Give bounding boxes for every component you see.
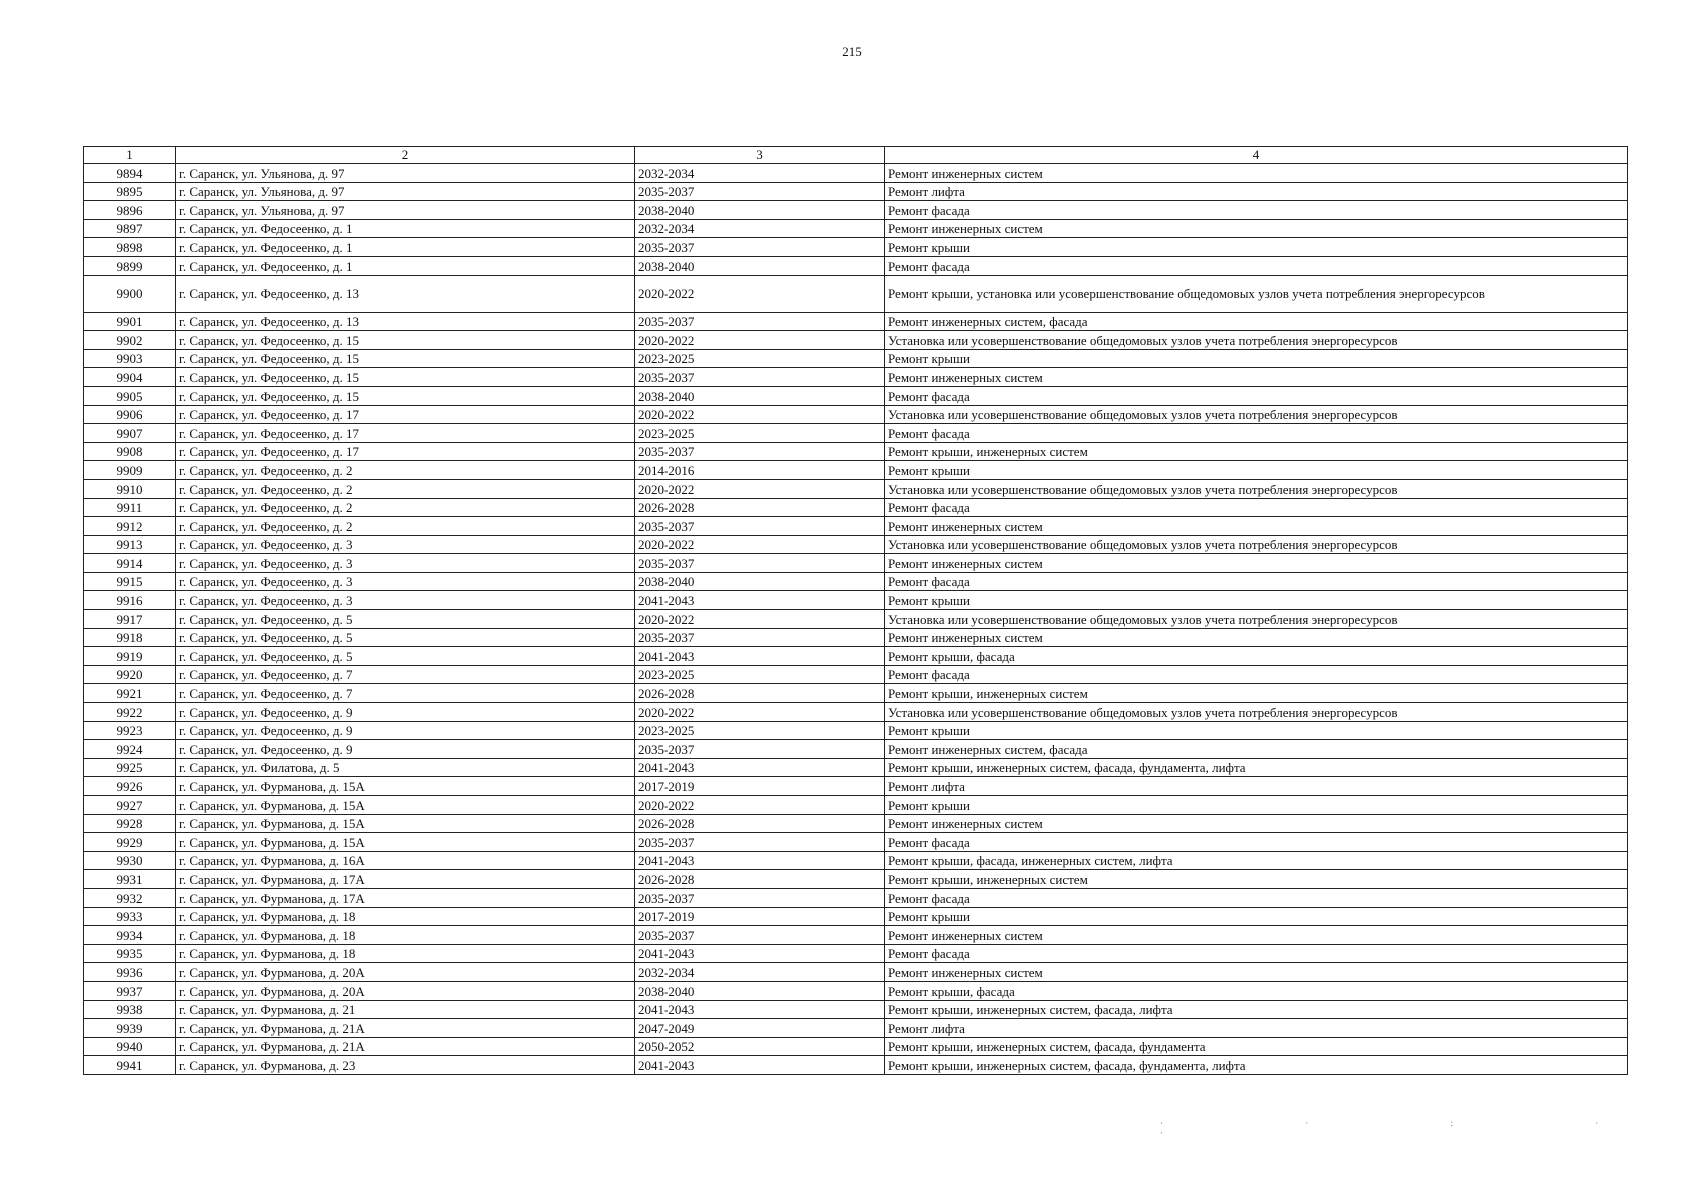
address-cell: г. Саранск, ул. Федосеенко, д. 15 — [176, 331, 635, 350]
table-row — [84, 851, 1628, 870]
address-cell: г. Саранск, ул. Федосеенко, д. 2 — [176, 461, 635, 480]
work-type-cell: Установка или усовершенствование общедомовых узлов учета потребления энергоресурсов — [885, 703, 1628, 722]
address-cell: г. Саранск, ул. Фурманова, д. 20А — [176, 981, 635, 1000]
work-type-cell: Ремонт фасада — [885, 498, 1628, 517]
row-number-cell: 9938 — [84, 1000, 176, 1019]
period-cell: 2023-2025 — [635, 424, 885, 443]
work-type-cell: Ремонт инженерных систем — [885, 164, 1628, 183]
period-cell: 2038-2040 — [635, 981, 885, 1000]
table-row — [84, 349, 1628, 368]
period-cell: 2020-2022 — [635, 703, 885, 722]
period-cell: 2023-2025 — [635, 665, 885, 684]
period-cell: 2035-2037 — [635, 368, 885, 387]
work-type-cell: Ремонт крыши, фасада, инженерных систем, лифта — [885, 851, 1628, 870]
work-type-cell: Ремонт инженерных систем, фасада — [885, 740, 1628, 759]
row-number-cell: 9900 — [84, 275, 176, 312]
address-cell: г. Саранск, ул. Фурманова, д. 18 — [176, 944, 635, 963]
period-cell: 2038-2040 — [635, 386, 885, 405]
period-cell: 2020-2022 — [635, 405, 885, 424]
table-row — [84, 814, 1628, 833]
table-row — [84, 331, 1628, 350]
table-row — [84, 944, 1628, 963]
row-number-cell: 9904 — [84, 368, 176, 387]
period-cell: 2038-2040 — [635, 201, 885, 220]
period-cell: 2020-2022 — [635, 479, 885, 498]
work-type-cell: Ремонт крыши — [885, 907, 1628, 926]
address-cell: г. Саранск, ул. Федосеенко, д. 3 — [176, 554, 635, 573]
table-row — [84, 386, 1628, 405]
address-cell: г. Саранск, ул. Федосеенко, д. 1 — [176, 238, 635, 257]
row-number-cell: 9932 — [84, 888, 176, 907]
table-row — [84, 926, 1628, 945]
address-cell: г. Саранск, ул. Федосеенко, д. 9 — [176, 740, 635, 759]
work-type-cell: Ремонт крыши — [885, 721, 1628, 740]
period-cell: 2026-2028 — [635, 498, 885, 517]
address-cell: г. Саранск, ул. Федосеенко, д. 15 — [176, 386, 635, 405]
work-type-cell: Ремонт инженерных систем — [885, 926, 1628, 945]
work-type-cell: Ремонт крыши, инженерных систем, фасада, фундамента, лифта — [885, 1056, 1628, 1075]
work-type-cell: Ремонт инженерных систем — [885, 219, 1628, 238]
table-row — [84, 1056, 1628, 1075]
table-row — [84, 684, 1628, 703]
period-cell: 2023-2025 — [635, 721, 885, 740]
table-row — [84, 405, 1628, 424]
row-number-cell: 9903 — [84, 349, 176, 368]
row-number-cell: 9921 — [84, 684, 176, 703]
address-cell: г. Саранск, ул. Фурманова, д. 16А — [176, 851, 635, 870]
table-row — [84, 535, 1628, 554]
address-cell: г. Саранск, ул. Федосеенко, д. 5 — [176, 610, 635, 629]
row-number-cell: 9919 — [84, 647, 176, 666]
address-cell: г. Саранск, ул. Федосеенко, д. 13 — [176, 275, 635, 312]
row-number-cell: 9906 — [84, 405, 176, 424]
address-cell: г. Саранск, ул. Фурманова, д. 21А — [176, 1037, 635, 1056]
address-cell: г. Саранск, ул. Фурманова, д. 23 — [176, 1056, 635, 1075]
address-cell: г. Саранск, ул. Федосеенко, д. 5 — [176, 647, 635, 666]
address-cell: г. Саранск, ул. Федосеенко, д. 9 — [176, 703, 635, 722]
row-number-cell: 9916 — [84, 591, 176, 610]
row-number-cell: 9925 — [84, 758, 176, 777]
period-cell: 2041-2043 — [635, 647, 885, 666]
period-cell: 2020-2022 — [635, 331, 885, 350]
work-type-cell: Ремонт крыши — [885, 591, 1628, 610]
work-type-cell: Установка или усовершенствование общедомовых узлов учета потребления энергоресурсов — [885, 405, 1628, 424]
period-cell: 2020-2022 — [635, 610, 885, 629]
address-cell: г. Саранск, ул. Фурманова, д. 20А — [176, 963, 635, 982]
table-row — [84, 256, 1628, 275]
work-type-cell: Ремонт инженерных систем, фасада — [885, 312, 1628, 331]
work-type-cell: Ремонт фасада — [885, 833, 1628, 852]
address-cell: г. Саранск, ул. Филатова, д. 5 — [176, 758, 635, 777]
period-cell: 2035-2037 — [635, 926, 885, 945]
table-row — [84, 981, 1628, 1000]
row-number-cell: 9934 — [84, 926, 176, 945]
address-cell: г. Саранск, ул. Фурманова, д. 17А — [176, 888, 635, 907]
row-number-cell: 9918 — [84, 628, 176, 647]
table-row — [84, 870, 1628, 889]
table-row — [84, 740, 1628, 759]
row-number-cell: 9936 — [84, 963, 176, 982]
work-type-cell: Установка или усовершенствование общедомовых узлов учета потребления энергоресурсов — [885, 535, 1628, 554]
work-type-cell: Ремонт крыши — [885, 796, 1628, 815]
table-row — [84, 424, 1628, 443]
table-row — [84, 201, 1628, 220]
column-header-address: 2 — [176, 147, 635, 164]
row-number-cell: 9941 — [84, 1056, 176, 1075]
period-cell: 2014-2016 — [635, 461, 885, 480]
period-cell: 2035-2037 — [635, 182, 885, 201]
scan-specks: · · : · · — [1160, 1118, 1669, 1138]
table-row — [84, 461, 1628, 480]
period-cell: 2035-2037 — [635, 833, 885, 852]
row-number-cell: 9896 — [84, 201, 176, 220]
row-number-cell: 9902 — [84, 331, 176, 350]
period-cell: 2047-2049 — [635, 1019, 885, 1038]
row-number-cell: 9926 — [84, 777, 176, 796]
row-number-cell: 9924 — [84, 740, 176, 759]
row-number-cell: 9939 — [84, 1019, 176, 1038]
table-row — [84, 777, 1628, 796]
table-row — [84, 554, 1628, 573]
period-cell: 2038-2040 — [635, 256, 885, 275]
period-cell: 2035-2037 — [635, 554, 885, 573]
period-cell: 2020-2022 — [635, 535, 885, 554]
row-number-cell: 9931 — [84, 870, 176, 889]
table-row — [84, 572, 1628, 591]
column-header-number: 1 — [84, 147, 176, 164]
address-cell: г. Саранск, ул. Фурманова, д. 15А — [176, 777, 635, 796]
work-type-cell: Ремонт фасада — [885, 944, 1628, 963]
table-row — [84, 312, 1628, 331]
work-type-cell: Ремонт крыши, инженерных систем, фасада, фундамента — [885, 1037, 1628, 1056]
address-cell: г. Саранск, ул. Фурманова, д. 15А — [176, 814, 635, 833]
address-cell: г. Саранск, ул. Федосеенко, д. 7 — [176, 684, 635, 703]
row-number-cell: 9899 — [84, 256, 176, 275]
table-row — [84, 1000, 1628, 1019]
period-cell: 2026-2028 — [635, 814, 885, 833]
period-cell: 2026-2028 — [635, 684, 885, 703]
table-row — [84, 758, 1628, 777]
period-cell: 2041-2043 — [635, 851, 885, 870]
address-cell: г. Саранск, ул. Фурманова, д. 21 — [176, 1000, 635, 1019]
address-cell: г. Саранск, ул. Федосеенко, д. 1 — [176, 219, 635, 238]
column-header-work: 4 — [885, 147, 1628, 164]
period-cell: 2035-2037 — [635, 517, 885, 536]
row-number-cell: 9920 — [84, 665, 176, 684]
work-type-cell: Установка или усовершенствование общедомовых узлов учета потребления энергоресурсов — [885, 610, 1628, 629]
work-type-cell: Ремонт крыши, инженерных систем, фасада, фундамента, лифта — [885, 758, 1628, 777]
table-row — [84, 907, 1628, 926]
table-row — [84, 368, 1628, 387]
address-cell: г. Саранск, ул. Федосеенко, д. 7 — [176, 665, 635, 684]
row-number-cell: 9912 — [84, 517, 176, 536]
table-row — [84, 219, 1628, 238]
work-type-cell: Ремонт инженерных систем — [885, 368, 1628, 387]
row-number-cell: 9929 — [84, 833, 176, 852]
row-number-cell: 9923 — [84, 721, 176, 740]
period-cell: 2035-2037 — [635, 312, 885, 331]
period-cell: 2041-2043 — [635, 591, 885, 610]
row-number-cell: 9909 — [84, 461, 176, 480]
table-row — [84, 628, 1628, 647]
work-type-cell: Ремонт лифта — [885, 777, 1628, 796]
work-type-cell: Установка или усовершенствование общедомовых узлов учета потребления энергоресурсов — [885, 331, 1628, 350]
row-number-cell: 9927 — [84, 796, 176, 815]
period-cell: 2023-2025 — [635, 349, 885, 368]
address-cell: г. Саранск, ул. Федосеенко, д. 3 — [176, 591, 635, 610]
work-type-cell: Ремонт крыши, инженерных систем — [885, 684, 1628, 703]
work-type-cell: Ремонт крыши — [885, 349, 1628, 368]
row-number-cell: 9908 — [84, 442, 176, 461]
address-cell: г. Саранск, ул. Федосеенко, д. 15 — [176, 349, 635, 368]
row-number-cell: 9917 — [84, 610, 176, 629]
period-cell: 2041-2043 — [635, 1000, 885, 1019]
address-cell: г. Саранск, ул. Федосеенко, д. 2 — [176, 498, 635, 517]
period-cell: 2050-2052 — [635, 1037, 885, 1056]
work-type-cell: Ремонт крыши, инженерных систем — [885, 870, 1628, 889]
period-cell: 2032-2034 — [635, 963, 885, 982]
address-cell: г. Саранск, ул. Федосеенко, д. 15 — [176, 368, 635, 387]
address-cell: г. Саранск, ул. Фурманова, д. 18 — [176, 926, 635, 945]
address-cell: г. Саранск, ул. Федосеенко, д. 3 — [176, 572, 635, 591]
work-type-cell: Ремонт фасада — [885, 424, 1628, 443]
table-row — [84, 591, 1628, 610]
table-row — [84, 833, 1628, 852]
period-cell: 2032-2034 — [635, 164, 885, 183]
table-row — [84, 703, 1628, 722]
table-row — [84, 275, 1628, 312]
address-cell: г. Саранск, ул. Федосеенко, д. 3 — [176, 535, 635, 554]
work-type-cell: Ремонт фасада — [885, 386, 1628, 405]
row-number-cell: 9910 — [84, 479, 176, 498]
work-type-cell: Ремонт лифта — [885, 1019, 1628, 1038]
table-row — [84, 498, 1628, 517]
table-row — [84, 796, 1628, 815]
row-number-cell: 9894 — [84, 164, 176, 183]
row-number-cell: 9907 — [84, 424, 176, 443]
work-type-cell: Ремонт крыши, инженерных систем — [885, 442, 1628, 461]
row-number-cell: 9905 — [84, 386, 176, 405]
address-cell: г. Саранск, ул. Федосеенко, д. 1 — [176, 256, 635, 275]
address-cell: г. Саранск, ул. Ульянова, д. 97 — [176, 182, 635, 201]
table-row — [84, 517, 1628, 536]
address-cell: г. Саранск, ул. Федосеенко, д. 2 — [176, 479, 635, 498]
work-type-cell: Ремонт фасада — [885, 665, 1628, 684]
address-cell: г. Саранск, ул. Фурманова, д. 21А — [176, 1019, 635, 1038]
work-type-cell: Ремонт крыши, инженерных систем, фасада, лифта — [885, 1000, 1628, 1019]
table-row — [84, 182, 1628, 201]
table-row — [84, 1037, 1628, 1056]
row-number-cell: 9935 — [84, 944, 176, 963]
work-type-cell: Ремонт инженерных систем — [885, 814, 1628, 833]
period-cell: 2017-2019 — [635, 907, 885, 926]
row-number-cell: 9901 — [84, 312, 176, 331]
work-type-cell: Ремонт инженерных систем — [885, 963, 1628, 982]
period-cell: 2020-2022 — [635, 796, 885, 815]
work-type-cell: Ремонт крыши, фасада — [885, 981, 1628, 1000]
table-row — [84, 479, 1628, 498]
work-type-cell: Ремонт фасада — [885, 256, 1628, 275]
address-cell: г. Саранск, ул. Фурманова, д. 17А — [176, 870, 635, 889]
period-cell: 2017-2019 — [635, 777, 885, 796]
row-number-cell: 9928 — [84, 814, 176, 833]
row-number-cell: 9922 — [84, 703, 176, 722]
table-body — [84, 164, 1628, 1075]
work-type-cell: Ремонт инженерных систем — [885, 517, 1628, 536]
row-number-cell: 9930 — [84, 851, 176, 870]
address-cell: г. Саранск, ул. Федосеенко, д. 9 — [176, 721, 635, 740]
table-row — [84, 1019, 1628, 1038]
address-cell: г. Саранск, ул. Федосеенко, д. 5 — [176, 628, 635, 647]
period-cell: 2035-2037 — [635, 238, 885, 257]
period-cell: 2041-2043 — [635, 944, 885, 963]
work-type-cell: Ремонт крыши — [885, 238, 1628, 257]
table-row — [84, 721, 1628, 740]
address-cell: г. Саранск, ул. Фурманова, д. 15А — [176, 796, 635, 815]
table-row — [84, 238, 1628, 257]
repair-schedule-table — [83, 146, 1628, 1075]
column-header-period: 3 — [635, 147, 885, 164]
table-header-row — [84, 147, 1628, 164]
row-number-cell: 9940 — [84, 1037, 176, 1056]
table-row — [84, 647, 1628, 666]
row-number-cell: 9897 — [84, 219, 176, 238]
period-cell: 2041-2043 — [635, 1056, 885, 1075]
page-number: 215 — [842, 44, 862, 59]
row-number-cell: 9898 — [84, 238, 176, 257]
period-cell: 2020-2022 — [635, 275, 885, 312]
address-cell: г. Саранск, ул. Федосеенко, д. 2 — [176, 517, 635, 536]
period-cell: 2041-2043 — [635, 758, 885, 777]
address-cell: г. Саранск, ул. Федосеенко, д. 17 — [176, 405, 635, 424]
table-row — [84, 442, 1628, 461]
period-cell: 2035-2037 — [635, 740, 885, 759]
period-cell: 2035-2037 — [635, 888, 885, 907]
address-cell: г. Саранск, ул. Федосеенко, д. 17 — [176, 424, 635, 443]
row-number-cell: 9895 — [84, 182, 176, 201]
table-row — [84, 164, 1628, 183]
period-cell: 2035-2037 — [635, 628, 885, 647]
period-cell: 2038-2040 — [635, 572, 885, 591]
work-type-cell: Ремонт инженерных систем — [885, 554, 1628, 573]
table-row — [84, 610, 1628, 629]
table-row — [84, 665, 1628, 684]
work-type-cell: Ремонт крыши, установка или усовершенствование общедомовых узлов учета потребления энергоресурсов — [885, 275, 1628, 312]
work-type-cell: Установка или усовершенствование общедомовых узлов учета потребления энергоресурсов — [885, 479, 1628, 498]
table-row — [84, 963, 1628, 982]
address-cell: г. Саранск, ул. Фурманова, д. 15А — [176, 833, 635, 852]
work-type-cell: Ремонт инженерных систем — [885, 628, 1628, 647]
address-cell: г. Саранск, ул. Ульянова, д. 97 — [176, 164, 635, 183]
work-type-cell: Ремонт фасада — [885, 201, 1628, 220]
row-number-cell: 9933 — [84, 907, 176, 926]
period-cell: 2032-2034 — [635, 219, 885, 238]
address-cell: г. Саранск, ул. Федосеенко, д. 17 — [176, 442, 635, 461]
row-number-cell: 9913 — [84, 535, 176, 554]
period-cell: 2026-2028 — [635, 870, 885, 889]
address-cell: г. Саранск, ул. Федосеенко, д. 13 — [176, 312, 635, 331]
address-cell: г. Саранск, ул. Фурманова, д. 18 — [176, 907, 635, 926]
row-number-cell: 9915 — [84, 572, 176, 591]
table-row — [84, 888, 1628, 907]
address-cell: г. Саранск, ул. Ульянова, д. 97 — [176, 201, 635, 220]
work-type-cell: Ремонт фасада — [885, 572, 1628, 591]
work-type-cell: Ремонт крыши, фасада — [885, 647, 1628, 666]
period-cell: 2035-2037 — [635, 442, 885, 461]
row-number-cell: 9911 — [84, 498, 176, 517]
row-number-cell: 9937 — [84, 981, 176, 1000]
work-type-cell: Ремонт крыши — [885, 461, 1628, 480]
work-type-cell: Ремонт фасада — [885, 888, 1628, 907]
work-type-cell: Ремонт лифта — [885, 182, 1628, 201]
row-number-cell: 9914 — [84, 554, 176, 573]
